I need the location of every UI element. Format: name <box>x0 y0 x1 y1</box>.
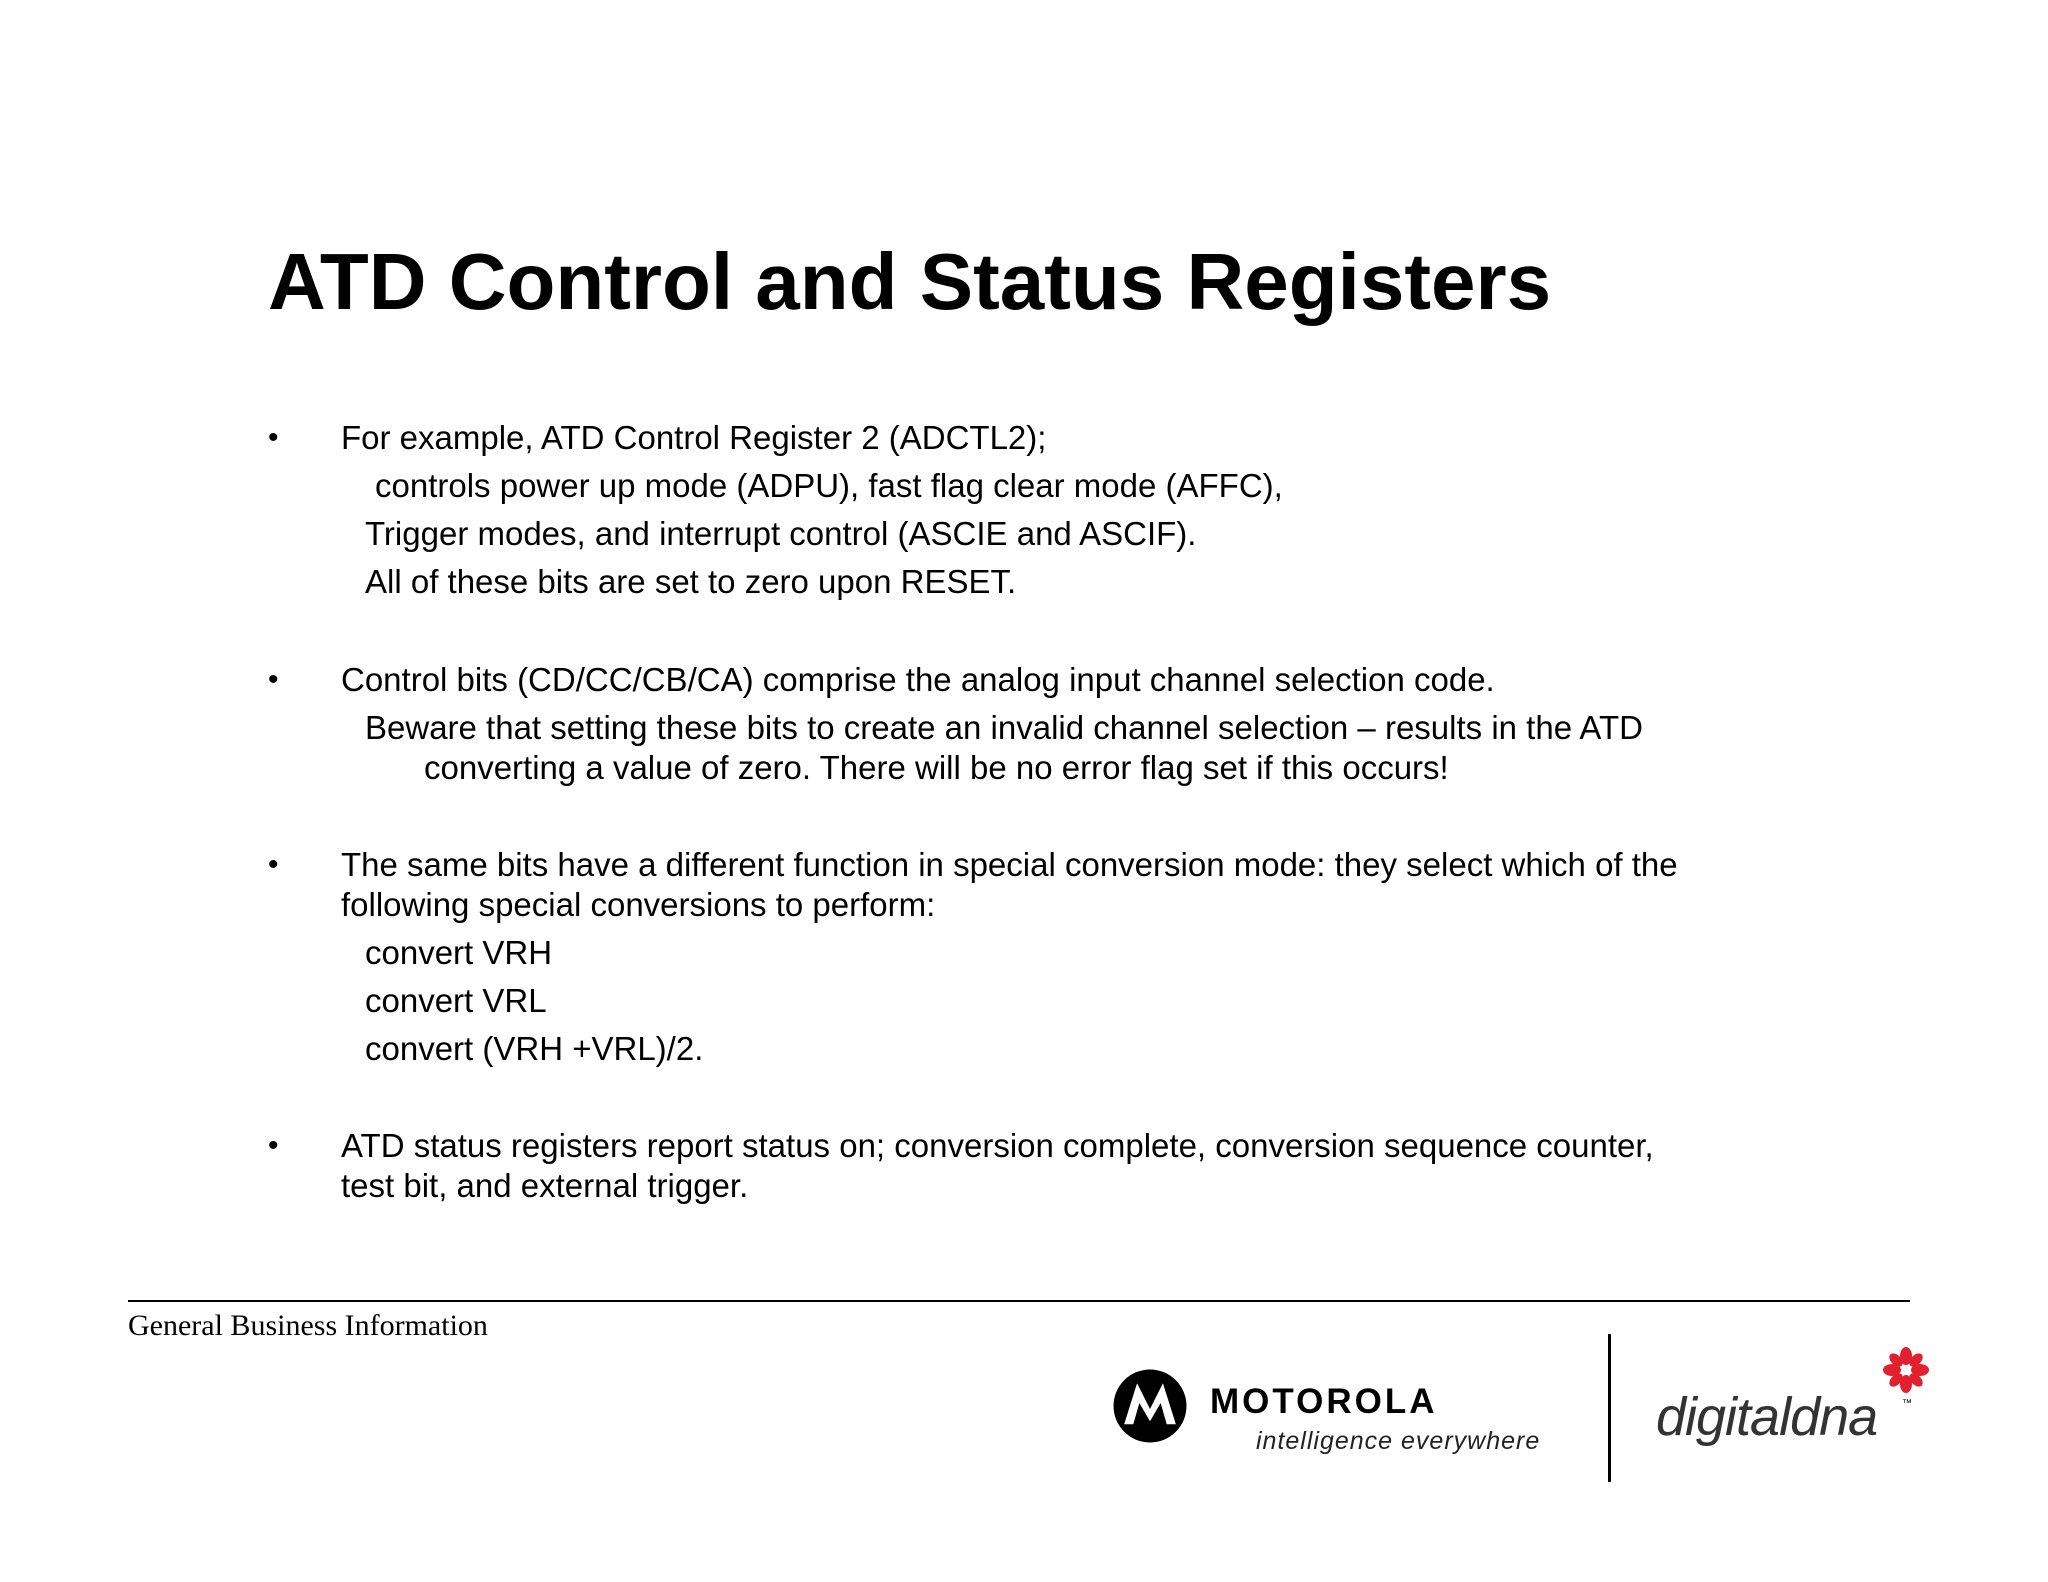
bullet-3-line-4: convert VRL <box>365 982 547 1019</box>
logo-divider <box>1608 1334 1611 1482</box>
bullet-1-line-3: Trigger modes, and interrupt control (ASCIE and ASCIF). <box>365 515 1197 552</box>
bullet-1-line-4: All of these bits are set to zero upon RESET. <box>365 563 1017 600</box>
footer-divider <box>128 1300 1910 1302</box>
bullet-1-line-1: For example, ATD Control Register 2 (ADCTL2); <box>341 419 1047 456</box>
trademark-symbol: ™ <box>1902 1398 1912 1409</box>
footer-classification: General Business Information <box>128 1309 488 1342</box>
bullet-2-line-2: Beware that setting these bits to create an invalid channel selection – results in the ATD <box>365 709 1643 746</box>
motorola-batwing-icon <box>1112 1368 1188 1444</box>
bullet-2-line-1: Control bits (CD/CC/CB/CA) comprise the analog input channel selection code. <box>341 661 1495 698</box>
bullet-marker: • <box>268 663 279 696</box>
digitaldna-wordmark: digitaldna <box>1656 1387 1878 1447</box>
bullet-marker: • <box>268 1129 279 1162</box>
motorola-tagline: intelligence everywhere <box>1256 1427 1541 1455</box>
bullet-marker: • <box>268 848 279 881</box>
bullet-3-line-2: following special conversions to perform: <box>341 886 936 923</box>
bullet-3-line-3: convert VRH <box>365 934 553 971</box>
bullet-3-line-1: The same bits have a different function in special conversion mode: they select which of the <box>341 846 1678 883</box>
bullet-2-line-3: converting a value of zero. There will be no error flag set if this occurs! <box>424 749 1449 786</box>
slide-title: ATD Control and Status Registers <box>268 237 1552 326</box>
red-asterisk-flower-icon <box>1882 1346 1930 1394</box>
motorola-wordmark: MOTOROLA <box>1210 1382 1438 1421</box>
bullet-marker: • <box>268 421 279 454</box>
bullet-1-line-2: controls power up mode (ADPU), fast flag clear mode (AFFC), <box>375 467 1283 504</box>
bullet-4-line-2: test bit, and external trigger. <box>341 1167 749 1204</box>
bullet-4-line-1: ATD status registers report status on; conversion complete, conversion sequence counter, <box>341 1127 1654 1164</box>
bullet-3-line-5: convert (VRH +VRL)/2. <box>365 1030 704 1067</box>
